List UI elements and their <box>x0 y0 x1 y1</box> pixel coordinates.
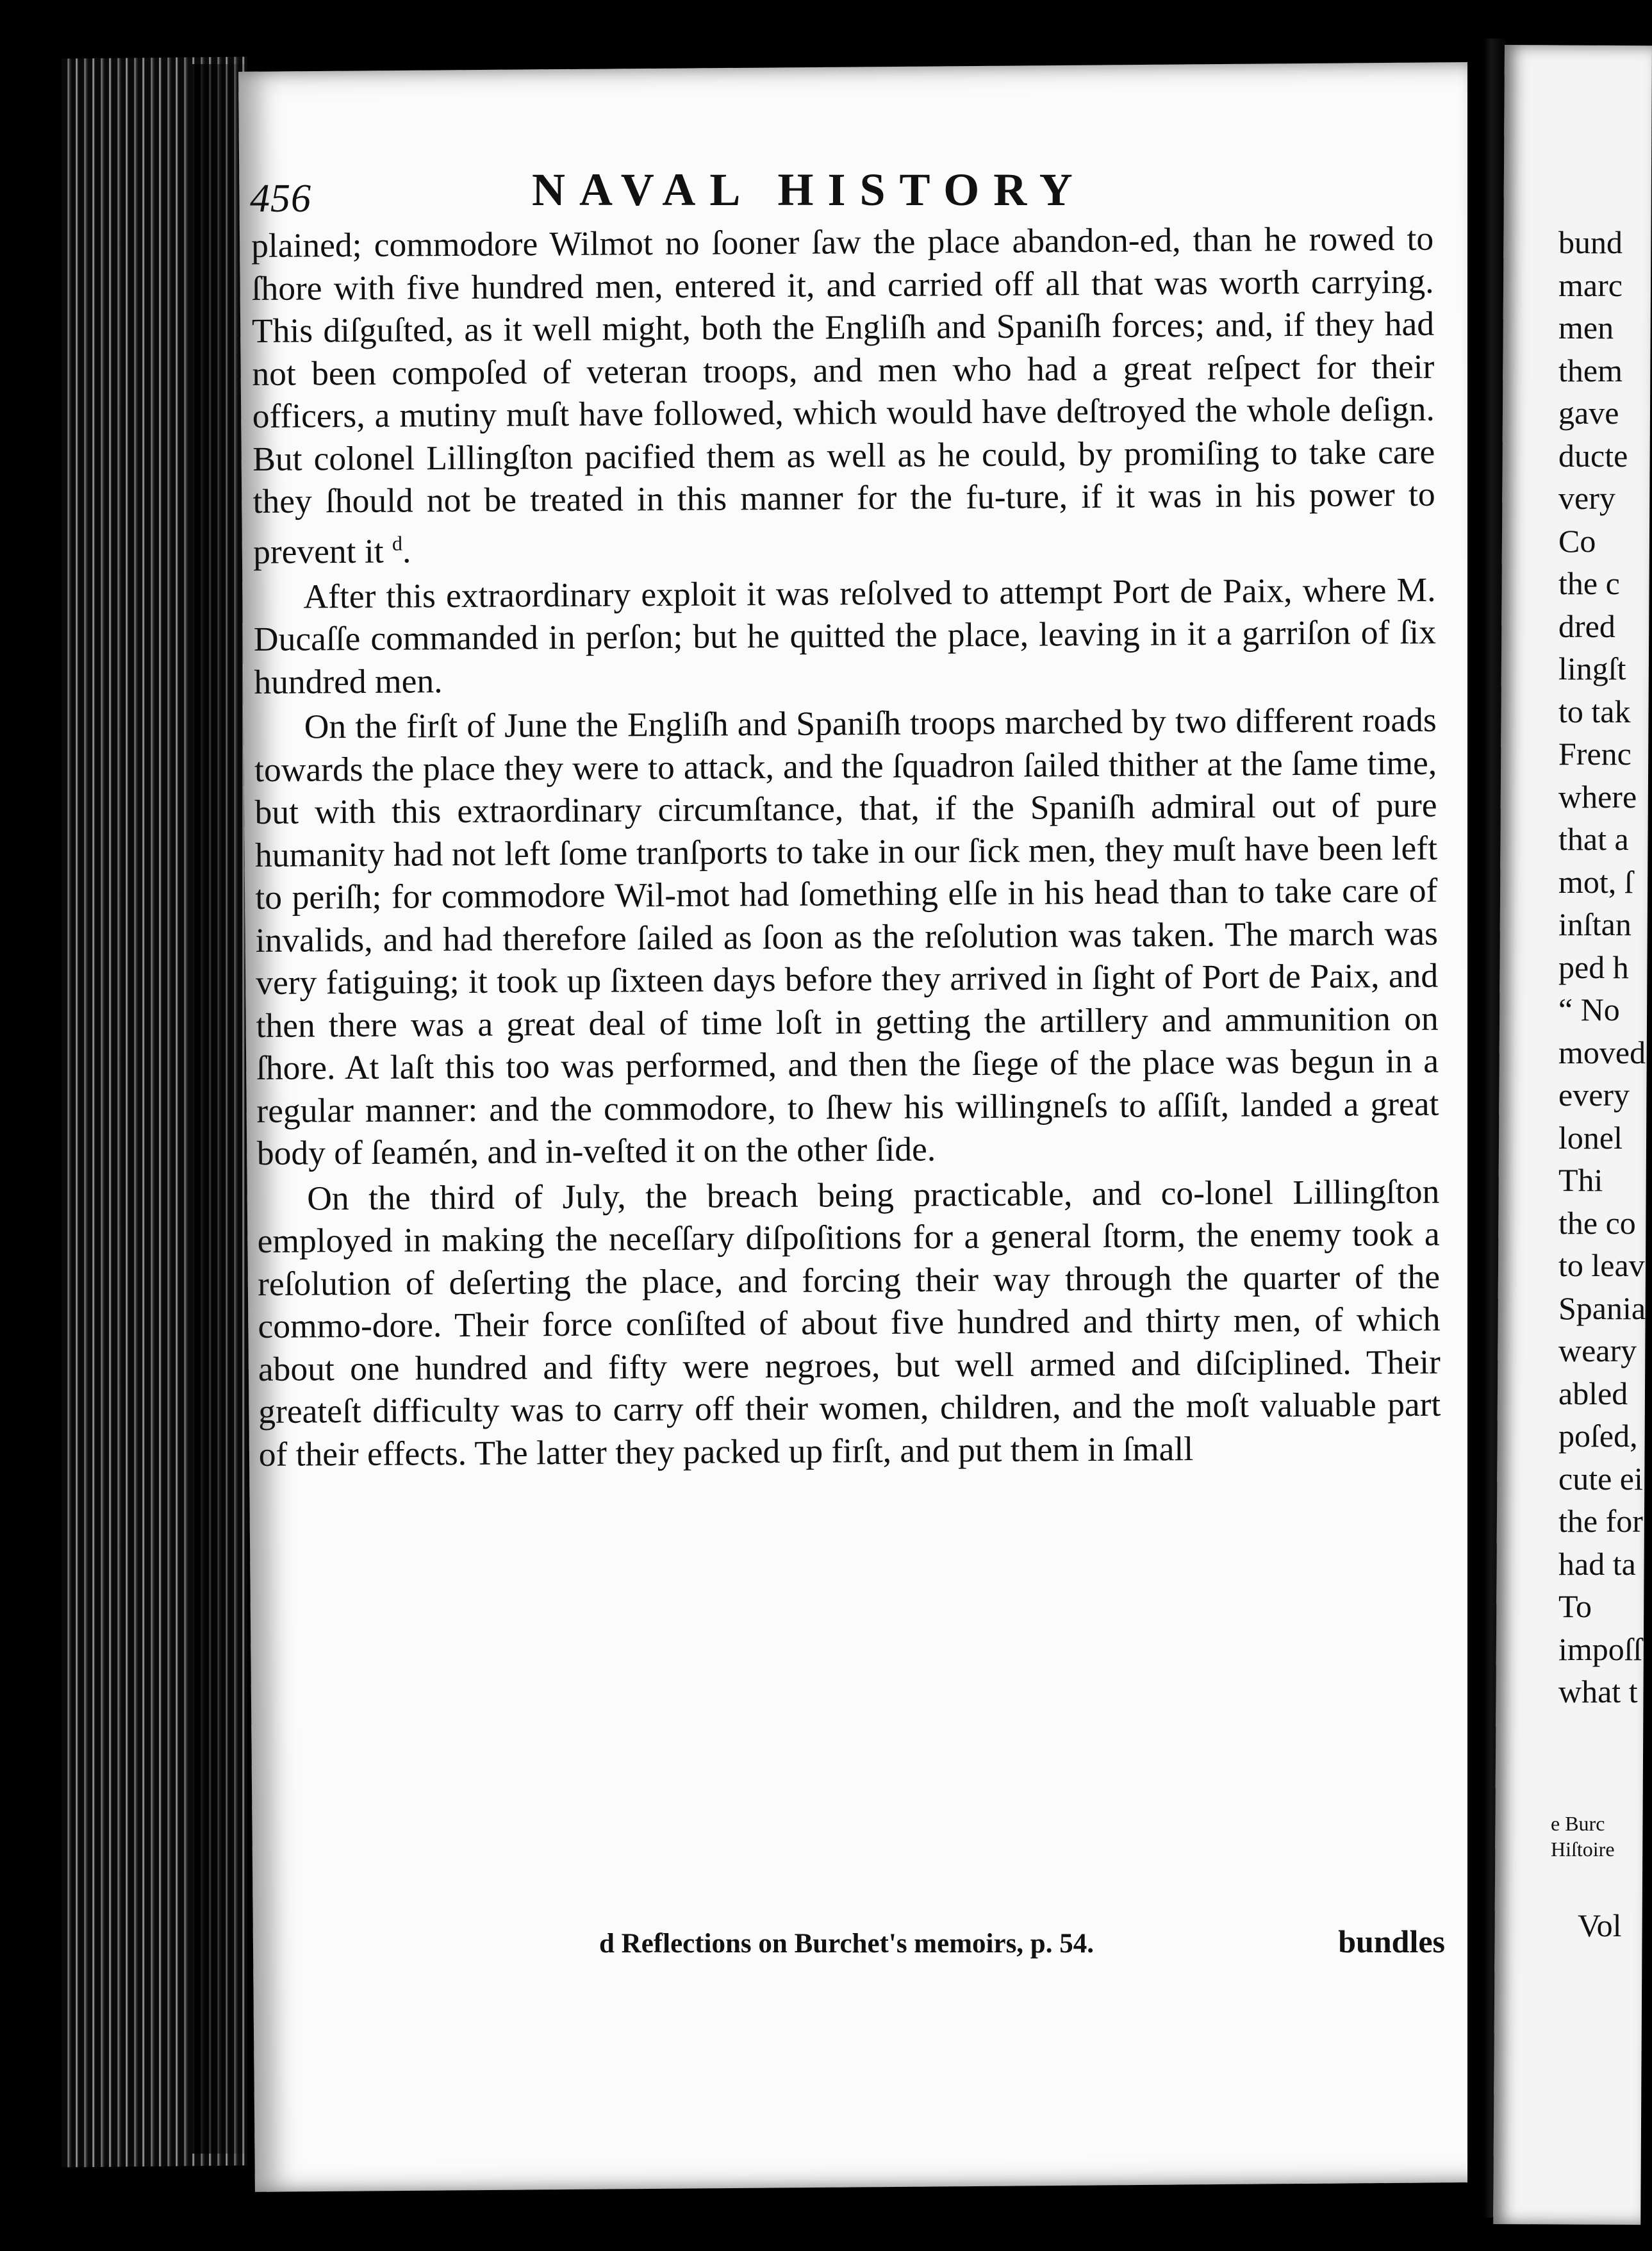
paragraph-4: On the third of July, the breach being practicable, and co-lonel Lillingſton employed in making the neceſſary diſpoſitions for a general ſtorm, the enemy took a reſolution of deſerting the place, and forcing their way through the quarter of the commo-dore. Their force conſiſted of about five hundred and thirty men, of which about one hundred and fifty were negroes, but well armed and diſciplined. Their greateſt difficulty was to carry off their women, children, and the moſt valuable part of their effects. The latter they packed up firſt, and put them in ſmall <box>257 1172 1441 1474</box>
facing-line-fragment: gave <box>1558 395 1619 431</box>
facing-line-fragment: what t <box>1558 1674 1638 1709</box>
facing-line-fragment: to tak <box>1558 693 1631 729</box>
facing-line-fragment: ped h <box>1558 949 1629 985</box>
body-text <box>251 217 1441 1476</box>
footnote: d Reflections on Burchet's memoirs, p. 54. <box>599 1929 1094 1959</box>
facing-line-fragment: had ta <box>1558 1545 1636 1582</box>
facing-line-fragment: men <box>1558 310 1614 345</box>
facing-line-fragment: where <box>1558 778 1637 815</box>
facing-page-footnote <box>1551 1811 1640 1862</box>
facing-line-fragment: Co <box>1558 522 1596 559</box>
paragraph-1: plained; commodore Wilmot no ſooner ſaw the place abandon-ed, than he rowed to ſhore with five hundred men, entered it, and carried off all that was worth carrying. This diſguſted, as it well might, both the Engliſh and Spaniſh forces; and, if they had not been compoſed of veteran troops, and men who had a great reſpect for their officers, a mutiny muſt have followed, which would have deſtroyed the whole deſign. But colonel Lillingſton pacified them as well as he could, by promiſing to take care they ſhould not be treated in this manner for the fu-ture, if it was in his power to prevent it $^d$. <box>251 219 1435 571</box>
facing-line-fragment: mot, ſ <box>1558 863 1633 900</box>
facing-line-fragment: To <box>1558 1588 1592 1624</box>
page-number: 456 <box>250 177 311 220</box>
facing-line-fragment: dred <box>1558 608 1615 644</box>
facing-line-fragment: every <box>1558 1077 1630 1113</box>
facing-page-signature: Vol <box>1578 1907 1622 1943</box>
facing-footnote-fragment: Hiſtoire <box>1551 1838 1615 1861</box>
facing-line-fragment: inſtan <box>1558 906 1631 942</box>
facing-line-fragment: the for <box>1558 1503 1643 1539</box>
facing-line-fragment: impoſſ <box>1558 1631 1642 1667</box>
facing-line-fragment: them <box>1558 352 1623 388</box>
facing-line-fragment: cute ei <box>1558 1460 1643 1497</box>
facing-line-fragment: lingſt <box>1558 651 1626 686</box>
facing-line-fragment: weary <box>1558 1333 1637 1368</box>
paragraph-2: After this extraordinary exploit it was reſolved to attempt Port de Paix, where M. Ducaſſe commanded in perſon; but he quitted the place, leaving in it a garriſon of ſix hundred men. <box>253 570 1437 701</box>
facing-line-fragment: Frenc <box>1558 736 1631 772</box>
facing-line-fragment: abled <box>1558 1375 1628 1411</box>
running-head-title: NAVAL HISTORY <box>532 164 1087 215</box>
paragraph-3: On the firſt of June the Engliſh and Spaniſh troops marched by two different roads towards the place they were to attack, and the ſquadron ſailed thither at the ſame time, but with this extraordinary circumſtance, that, if the Spaniſh admiral out of pure humanity had not left ſome tranſports to take in our ſick men, they muſt have been left to periſh; for commodore Wil-mot had ſomething elſe in his head than to take care of invalids, and had therefore ſailed as ſoon as the reſolution was taken. The march was very fatiguing; it took up ſixteen days before they arrived in ſight of Port de Paix, and then there was a great deal of time loſt in getting the artillery and ammunition on ſhore. At laſt this too was performed, and then the ſiege of the place was begun in a regular manner: and the commodore, to ſhew his willingneſs to aſſiſt, landed a great body of ſeamén, and in-veſted it on the other ſide. <box>254 701 1439 1173</box>
facing-line-fragment: “ No <box>1558 992 1620 1027</box>
facing-page-fragments <box>1558 221 1646 1713</box>
catchword: bundles <box>1338 1923 1445 1959</box>
facing-line-fragment: ducte <box>1558 437 1628 474</box>
facing-line-fragment: lonel <box>1558 1119 1623 1156</box>
facing-line-fragment: Spania <box>1558 1290 1646 1326</box>
facing-line-fragment: poſed, <box>1558 1418 1638 1454</box>
facing-line-fragment: moved <box>1558 1034 1646 1070</box>
facing-footnote-fragment: e Burc <box>1551 1812 1605 1835</box>
facing-line-fragment: very <box>1558 480 1615 516</box>
footnote-marker: d <box>392 531 403 555</box>
running-head <box>250 163 1288 221</box>
facing-line-fragment: the c <box>1558 565 1620 601</box>
facing-line-fragment: bund <box>1558 224 1623 260</box>
facing-line-fragment: the co <box>1558 1204 1636 1241</box>
facing-line-fragment: that a <box>1558 821 1629 857</box>
facing-line-fragment: to leav <box>1558 1247 1645 1283</box>
facing-line-fragment: Thi <box>1558 1162 1603 1198</box>
paragraph-1-text: plained; commodore Wilmot no ſooner ſaw the place abandon-ed, than he rowed to ſhore with five hundred men, entered it, and carried off all that was worth carrying. This diſguſted, as it well might, both the Engliſh and Spaniſh forces; and, if they had not been compoſed of veteran troops, and men who had a great reſpect for their officers, a mutiny muſt have followed, which would have deſtroyed the whole deſign. But colonel Lillingſton pacified them as well as he could, by promiſing to take care they ſhould not be treated in this manner for the fu-ture, if it was in his power to prevent it <box>251 219 1435 571</box>
facing-line-fragment: marc <box>1558 267 1623 303</box>
